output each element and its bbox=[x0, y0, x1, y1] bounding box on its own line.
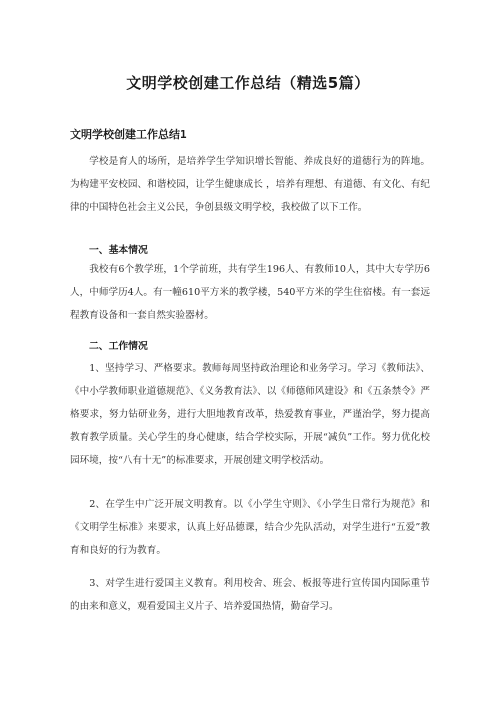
section-title: 文明学校创建工作总结1 bbox=[70, 128, 187, 141]
heading-work-situation: 二、工作情况 bbox=[89, 341, 148, 352]
basic-situation-paragraph: 我校有6个教学班，1个学前班，共有学生196人、有教师10人，其中大专学历6人，中师学历4人。有一幢610平方米的教学楼，540平方米的学生住宿楼。有一套远程教育设备和一套自然实验器材。 bbox=[70, 264, 430, 321]
work-item-3-paragraph: 3、对学生进行爱国主义教育。利用校舍、班会、板报等进行宣传国内国际重节的由来和意义，观看爱国主义片子、培养爱国热情，勤奋学习。 bbox=[70, 578, 430, 612]
work-item-1-paragraph: 1、坚持学习、严格要求。教师每周坚持政治理论和业务学习。学习《教师法》、《中小学教师职业道德规范》、《义务教育法》、以《师德师风建设》和《五条禁令》严格要求，努力钻研业务，进行大胆地教育改革，热爱教育事业，严谨治学，努力提高教育教学质量。关心学生的身心健康，结合学校实际，开展“减负”工作。努力优化校园环境，按“八有十无”的标准要求，开展创建文明学校活动。 bbox=[70, 363, 430, 466]
heading-basic-situation: 一、基本情况 bbox=[89, 245, 148, 256]
intro-paragraph: 学校是育人的场所，是培养学生学知识增长智能、养成良好的道德行为的阵地。为构建平安校园、和谐校园，让学生健康成长 ，培养有理想、有道德、有文化、有纪律的中国特色社会主义公民，争创县级文明学校，我校做了以下工作。 bbox=[70, 156, 430, 213]
document-title: 文明学校创建工作总结（精选5篇） bbox=[126, 74, 370, 92]
work-item-2-paragraph: 2、在学生中广泛开展文明教育。以《小学生守则》、《小学生日常行为规范》和《文明学生标准》来要求，认真上好品德课，结合少先队活动，对学生进行“五爱”教育和良好的行为教育。 bbox=[70, 499, 430, 556]
